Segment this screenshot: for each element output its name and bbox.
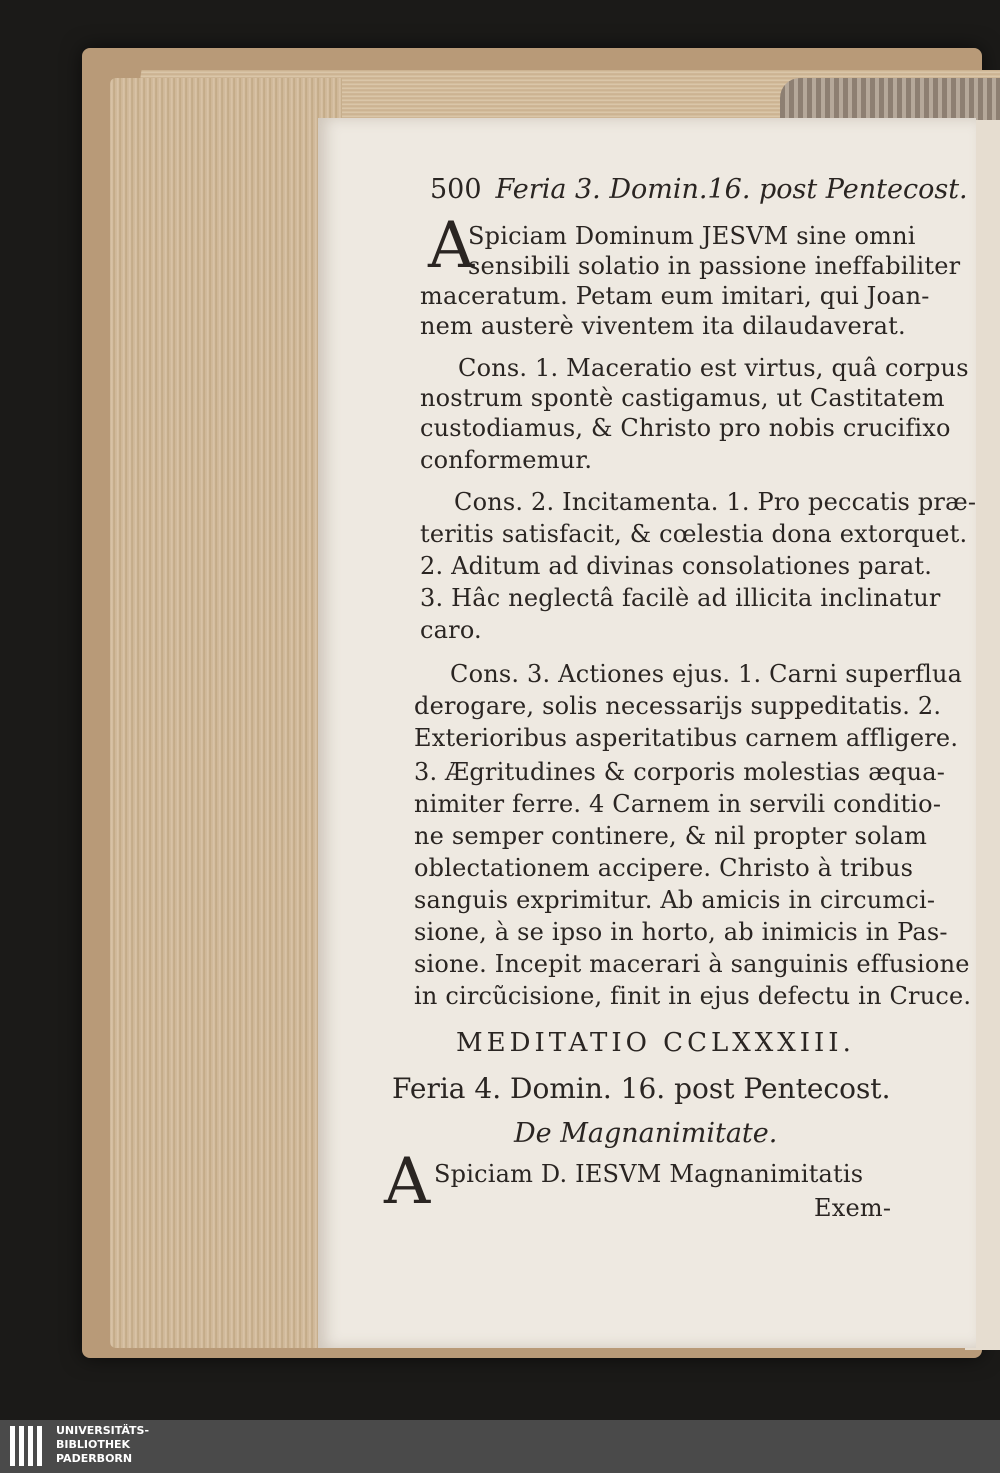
library-footer (0, 1420, 1000, 1473)
page-number: 500 (430, 174, 482, 205)
text-line: sione, à se ipso in horto, ab inimicis in Pas- (414, 918, 948, 946)
text-line: Exterioribus asperitatibus carnem affligere. (414, 724, 959, 752)
running-head (430, 174, 970, 205)
catchword: Exem- (814, 1194, 892, 1222)
feria-heading: Feria 4. Domin. 16. post Pentecost. (392, 1072, 891, 1105)
page-edges (110, 78, 342, 1348)
book-headband (780, 78, 1000, 122)
drop-cap: A (384, 1145, 431, 1219)
book-page (318, 118, 976, 1348)
text-line: 2. Aditum ad divinas consolationes parat. (420, 552, 933, 580)
subtitle: De Magnanimitate. (514, 1118, 778, 1149)
text-line: nem austerè viventem ita dilaudaverat. (420, 312, 906, 340)
text-line: teritis satisfacit, & cœlestia dona extorquet. (420, 520, 968, 548)
text-line: ne semper continere, & nil propter solam (414, 822, 928, 850)
meditatio-heading: MEDITATIO CCLXXXIII. (456, 1028, 855, 1058)
text-line: 3. Hâc neglectâ facilè ad illicita inclinatur (420, 584, 941, 612)
text-line: derogare, solis necessarijs suppeditatis. 2. (414, 692, 942, 720)
library-name-line: UNIVERSITÄTS- (56, 1424, 150, 1437)
text-line: custodiamus, & Christo pro nobis crucifixo (420, 414, 951, 442)
library-logo-icon (10, 1426, 48, 1466)
text-line: Spiciam D. IESVM Magnanimitatis (434, 1160, 864, 1188)
text-line: sensibili solatio in passione ineffabiliter (468, 252, 961, 280)
text-line: Cons. 2. Incitamenta. 1. Pro peccatis præ- (454, 488, 976, 516)
library-name-line: PADERBORN (56, 1452, 133, 1465)
text-line: Spiciam Dominum JESVM sine omni (468, 222, 916, 250)
text-line: in circũcisione, finit in ejus defectu in Cruce. (414, 982, 972, 1010)
text-line: nostrum spontè castigamus, ut Castitatem (420, 384, 945, 412)
drop-cap: A (428, 209, 475, 283)
text-line: sione. Incepit macerari à sanguinis effusione (414, 950, 970, 978)
library-name-line: BIBLIOTHEK (56, 1438, 131, 1451)
text-line: caro. (420, 616, 482, 644)
text-line: maceratum. Petam eum imitari, qui Joan- (420, 282, 930, 310)
text-line: nimiter ferre. 4 Carnem in servili conditio- (414, 790, 942, 818)
text-line: conformemur. (420, 446, 593, 474)
text-line: Cons. 1. Maceratio est virtus, quâ corpus (458, 354, 969, 382)
library-name (56, 1424, 149, 1466)
text-line: sanguis exprimitur. Ab amicis in circumci- (414, 886, 936, 914)
running-head-text: Feria 3. Domin.16. post Pentecost. (495, 174, 968, 205)
text-line: Cons. 3. Actiones ejus. 1. Carni superflua (450, 660, 963, 688)
text-line: 3. Ægritudines & corporis molestias æqua- (414, 758, 946, 786)
text-line: oblectationem accipere. Christo à tribus (414, 854, 914, 882)
